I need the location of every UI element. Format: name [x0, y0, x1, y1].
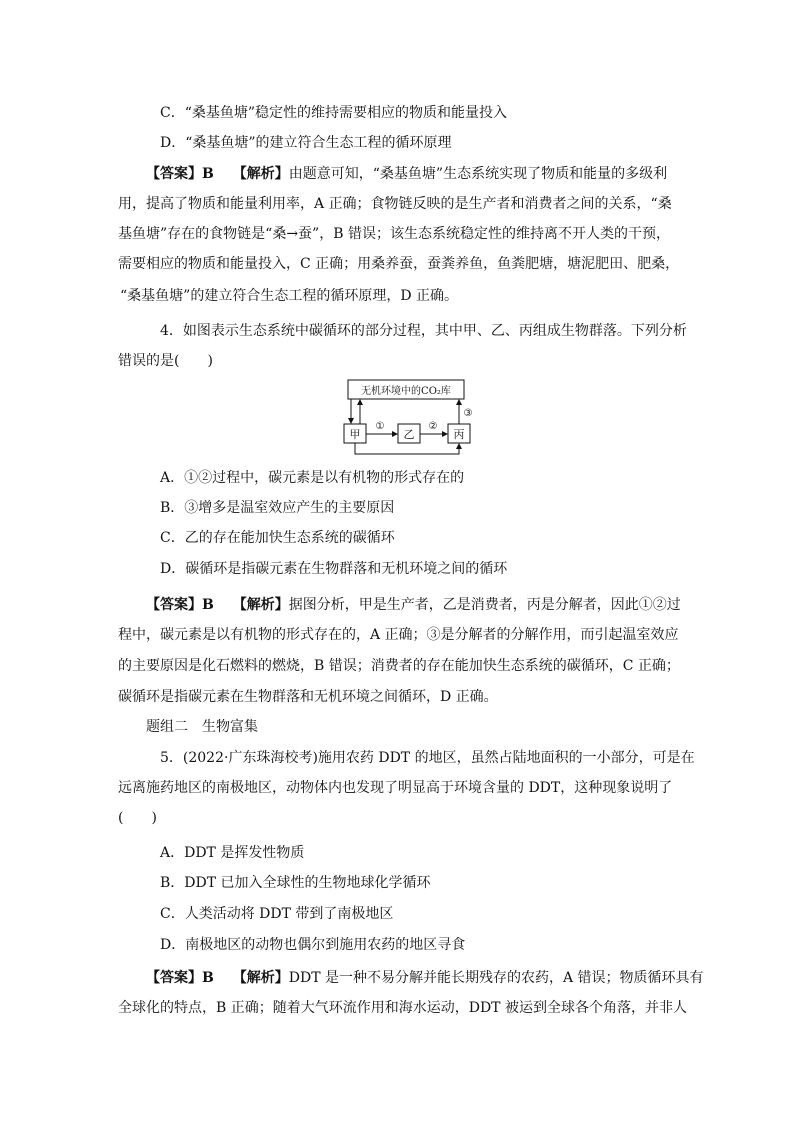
answer-label: 【答案】B — [146, 166, 214, 182]
q4-option-d: D．碳循环是指碳元素在生物群落和无机环境之间的循环 — [160, 561, 508, 577]
analysis-text: DDT 是一种不易分解并能长期残存的农药，A 错误；物质循环具有 — [288, 970, 704, 986]
node-bing-label: 丙 — [453, 428, 465, 441]
q5-option-a: A．DDT 是挥发性物质 — [160, 845, 305, 861]
q3-option-d: D．“桑基鱼塘”的建立符合生态工程的循环原理 — [160, 135, 452, 151]
q3-answer-line — [146, 164, 667, 184]
q4-stem: 错误的是( ) — [118, 353, 213, 369]
q3-analysis-line: “桑基鱼塘”的建立符合生态工程的循环原理，D 正确。 — [120, 288, 458, 304]
q5-stem: ( ) — [118, 810, 157, 826]
q4-option-c: C．乙的存在能加快生态系统的碳循环 — [160, 530, 395, 546]
q4-analysis-line: 程中，碳元素是以有机物的形式存在的，A 正确；③是分解者的分解作用，而引起温室效应 — [118, 627, 679, 643]
co2-pool-label: 无机环境中的CO₂库 — [361, 386, 451, 397]
q4-answer-line — [146, 595, 681, 615]
q5-analysis-line: 全球化的特点，B 正确；随着大气环流作用和海水运动，DDT 被运到全球各个角落，并非人 — [118, 1000, 687, 1016]
q3-option-c: C．“桑基鱼塘”稳定性的维持需要相应的物质和能量投入 — [160, 105, 508, 121]
answer-label: 【答案】B — [146, 970, 214, 986]
q5-option-d: D．南极地区的动物也偶尔到施用农药的地区寻食 — [160, 937, 466, 953]
group-heading: 题组二 生物富集 — [146, 719, 258, 735]
node-jia-label: 甲 — [349, 428, 361, 441]
carbon-cycle-diagram — [340, 378, 480, 462]
q5-stem: 5．(2022·广东珠海校考)施用农药 DDT 的地区，虽然占陆地面积的一小部分，可是在 — [160, 750, 695, 766]
q5-option-b: B．DDT 已加入全球性的生物地球化学循环 — [160, 875, 431, 891]
q5-stem: 远离施药地区的南极地区，动物体内也发现了明显高于环境含量的 DDT，这种现象说明了 — [118, 780, 673, 796]
q4-option-b: B．③增多是温室效应产生的主要原因 — [160, 500, 395, 516]
q4-stem: 4．如图表示生态系统中碳循环的部分过程，其中甲、乙、丙组成生物群落。下列分析 — [160, 323, 687, 339]
q5-option-c: C．人类活动将 DDT 带到了南极地区 — [160, 906, 394, 922]
analysis-text: 由题意可知，“桑基鱼塘”生态系统实现了物质和能量的多级利 — [288, 166, 668, 182]
q3-analysis-line: 需要相应的物质和能量投入，C 正确；用桑养蚕，蚕粪养鱼，鱼粪肥塘，塘泥肥田、肥桑， — [118, 256, 680, 272]
q4-analysis-line: 的主要原因是化石燃料的燃烧，B 错误；消费者的存在能加快生态系统的碳循环，C 正确； — [118, 658, 680, 674]
analysis-label: 【解析】 — [232, 597, 289, 613]
q3-analysis-line: 基鱼塘”存在的食物链是“桑→蚕”，B 错误；该生态系统稳定性的维持离不开人类的干预， — [118, 226, 670, 242]
q5-answer-line — [146, 968, 704, 988]
arrow-2-label: ② — [428, 421, 438, 432]
arrow-1-label: ① — [375, 421, 385, 432]
arrow-3-label: ③ — [463, 408, 473, 419]
arrow-jia-to-bing — [355, 443, 459, 454]
q4-analysis-line: 碳循环是指碳元素在生物群落和无机环境之间循环，D 正确。 — [118, 689, 498, 705]
answer-label: 【答案】B — [146, 597, 214, 613]
analysis-label: 【解析】 — [232, 970, 289, 986]
node-yi-label: 乙 — [403, 428, 415, 441]
analysis-text: 据图分析，甲是生产者，乙是消费者，丙是分解者，因此①②过 — [288, 597, 681, 613]
q3-analysis-line: 用，提高了物质和能量利用率，A 正确；食物链反映的是生产者和消费者之间的关系，“桑 — [118, 196, 672, 212]
analysis-label: 【解析】 — [232, 166, 289, 182]
q4-option-a: A．①②过程中，碳元素是以有机物的形式存在的 — [160, 470, 465, 486]
